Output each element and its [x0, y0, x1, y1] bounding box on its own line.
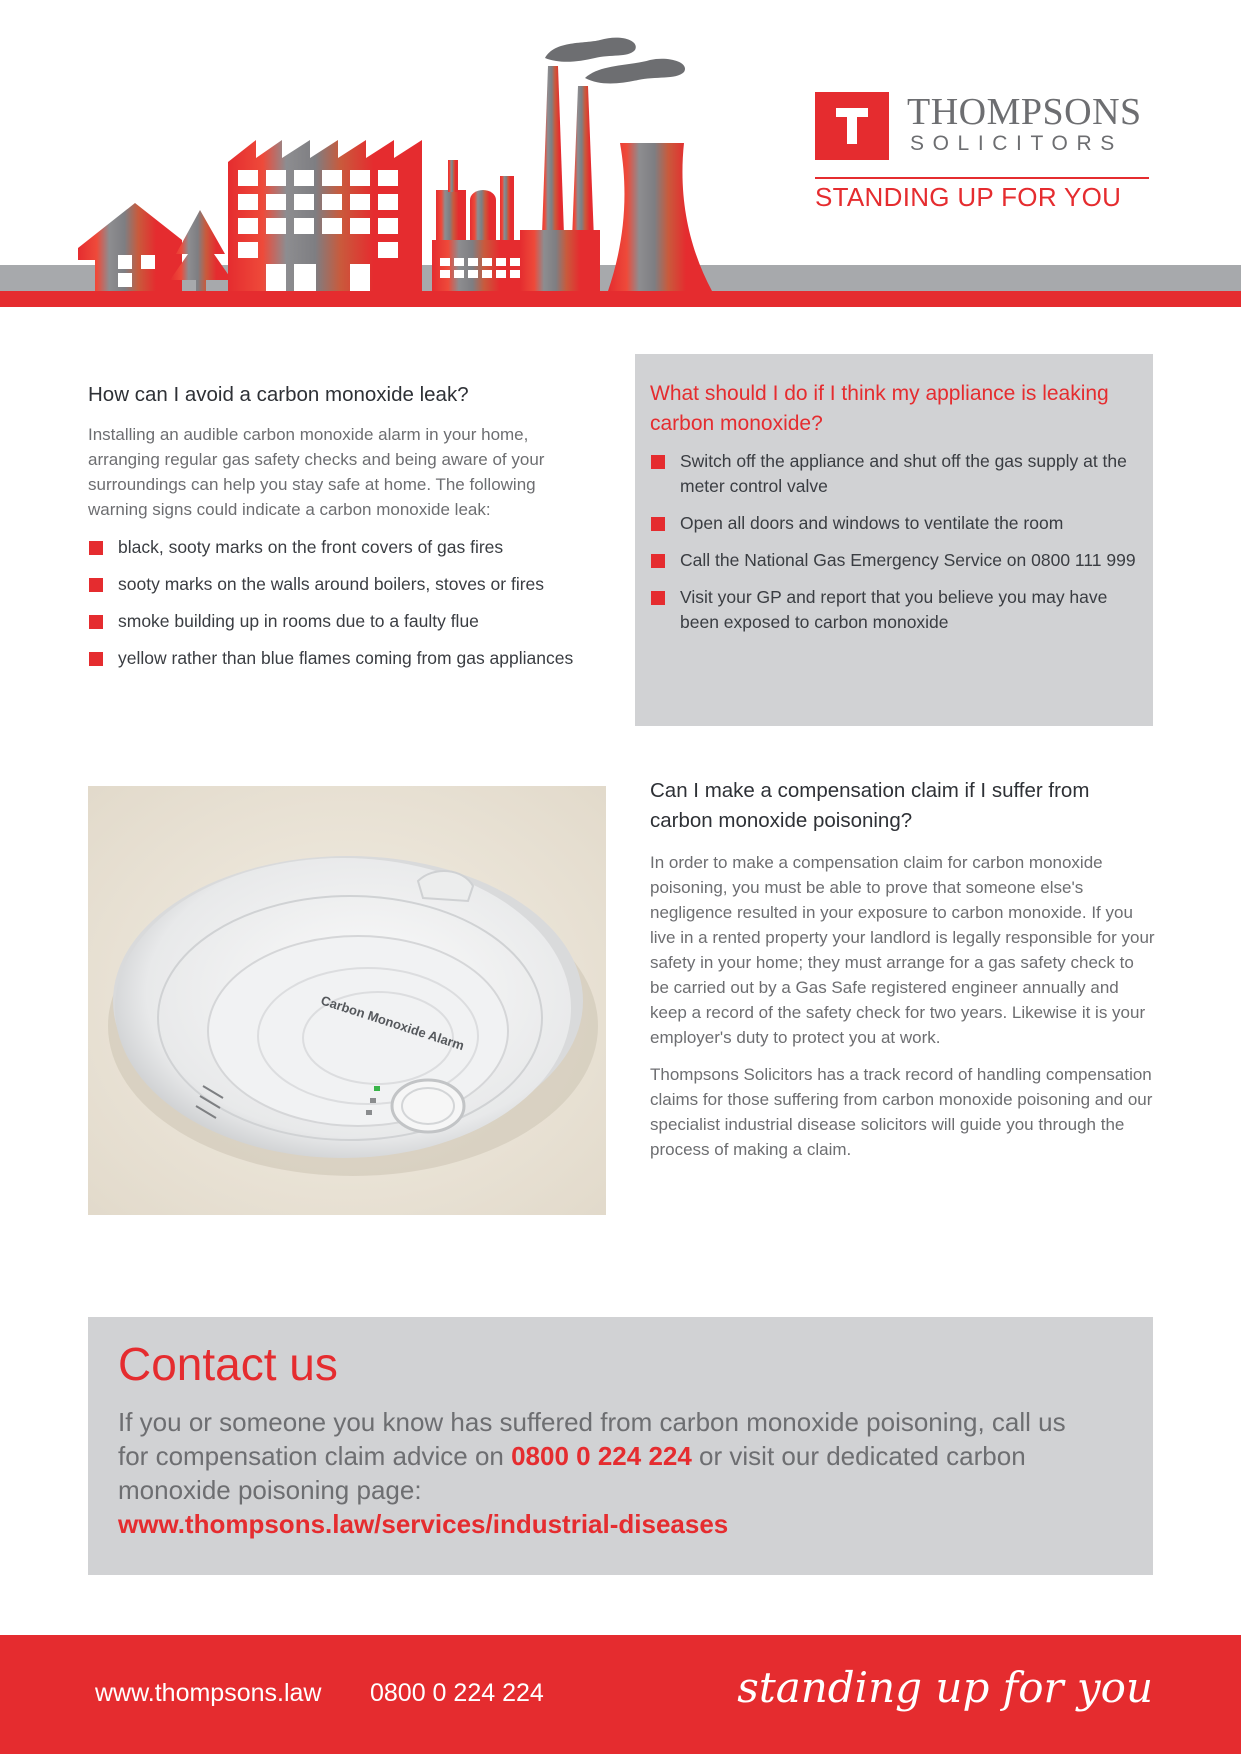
list-item: smoke building up in rooms due to a faulty flue — [88, 609, 593, 634]
contact-panel — [88, 1317, 1153, 1575]
list-item: Visit your GP and report that you believe you may have been exposed to carbon monoxide — [650, 585, 1138, 635]
contact-title: Contact us — [118, 1338, 338, 1390]
bullet-square-icon — [651, 554, 665, 568]
logo-t-icon — [815, 92, 889, 160]
footer-bar — [0, 1635, 1241, 1754]
avoid-heading: How can I avoid a carbon monoxide leak? — [88, 383, 469, 406]
claim-section — [650, 776, 1155, 1162]
list-item: Switch off the appliance and shut off the gas supply at the meter control valve — [650, 449, 1138, 499]
contact-phone-link[interactable]: 0800 0 224 224 — [511, 1441, 692, 1471]
footer-phone-link[interactable]: 0800 0 224 224 — [370, 1679, 544, 1707]
logo-divider — [815, 177, 1149, 179]
carbon-monoxide-alarm-photo — [88, 786, 606, 1215]
claim-paragraph-1: In order to make a compensation claim for carbon monoxide poisoning, you must be able to prove that someone else's negligence resulted in your exposure to carbon monoxide. If you live in a rented property your landlord is legally responsible for your safety in your home; they must arrange for a gas safety check to be carried out by a Gas Safe registered engineer annually and keep a record of the safety check for two years. Likewise it is your employer's duty to protect you at work. — [650, 853, 1155, 1047]
bullet-square-icon — [651, 455, 665, 469]
logo-subtitle: SOLICITORS — [910, 132, 1123, 155]
leaking-heading: What should I do if I think my appliance is leaking carbon monoxide? — [650, 382, 1109, 435]
list-item: Open all doors and windows to ventilate the room — [650, 511, 1138, 536]
claim-paragraph-2: Thompsons Solicitors has a track record of handling compensation claims for those suffering from carbon monoxide poisoning and our specialist industrial disease solicitors will guide you through the process of making a claim. — [650, 1065, 1153, 1159]
leaking-steps-list — [650, 449, 1138, 635]
bullet-square-icon — [89, 652, 103, 666]
thompsons-logo — [815, 92, 1150, 212]
logo-name: THOMPSONS — [907, 91, 1142, 133]
list-item: Call the National Gas Emergency Service on 0800 111 999 — [650, 548, 1138, 573]
avoid-intro: Installing an audible carbon monoxide alarm in your home, arranging regular gas safety checks and being aware of your surroundings can help you stay safe at home. The following warning signs could indicate a carbon monoxide leak: — [88, 425, 545, 519]
bullet-square-icon — [89, 578, 103, 592]
alarm-illustration-icon — [88, 786, 606, 1215]
leaking-panel — [635, 354, 1153, 726]
footer-tagline: standing up for you — [737, 1663, 1153, 1712]
alarm-label-text: Carbon Monoxide Alarm — [319, 992, 467, 1054]
bullet-square-icon — [651, 517, 665, 531]
list-item: black, sooty marks on the front covers of gas fires — [88, 535, 593, 560]
logo-tagline: STANDING UP FOR YOU — [815, 182, 1122, 212]
bullet-square-icon — [89, 541, 103, 555]
contact-text-a: If you or someone you know has suffered from carbon monoxide poisoning, call us for compensation claim advice on — [118, 1407, 1066, 1471]
claim-heading: Can I make a compensation claim if I suffer from carbon monoxide poisoning? — [650, 779, 1090, 832]
avoid-section — [88, 380, 593, 683]
contact-text — [118, 1405, 1078, 1541]
logo-mark — [815, 92, 889, 160]
bullet-square-icon — [651, 591, 665, 605]
contact-text-b: or visit our dedicated carbon monoxide poisoning page: — [118, 1441, 1026, 1505]
list-item: yellow rather than blue flames coming from gas appliances — [88, 646, 593, 671]
warning-signs-list — [88, 535, 593, 671]
header-banner — [0, 0, 1241, 310]
footer-website-link[interactable]: www.thompsons.law — [95, 1679, 322, 1707]
contact-url-link[interactable]: www.thompsons.law/services/industrial-diseases — [118, 1509, 729, 1539]
bullet-square-icon — [89, 615, 103, 629]
list-item: sooty marks on the walls around boilers, stoves or fires — [88, 572, 593, 597]
